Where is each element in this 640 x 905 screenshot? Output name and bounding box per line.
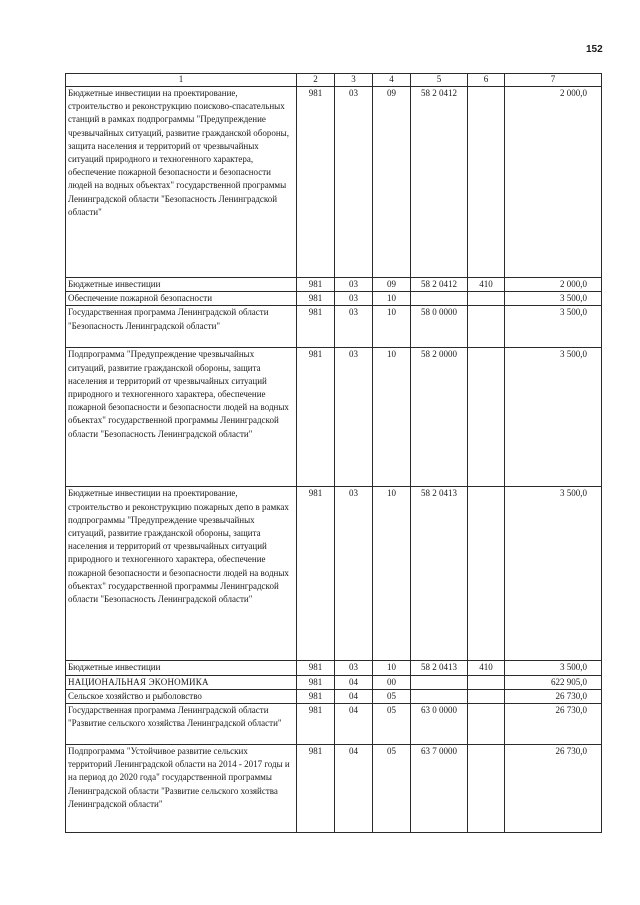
ved-code: 981 (297, 348, 335, 487)
section-code: 04 (335, 675, 373, 689)
amount: 2 000,0 (505, 87, 602, 278)
target-item-code: 58 2 0412 (411, 87, 468, 278)
section-code: 04 (335, 704, 373, 745)
section-code: 03 (335, 487, 373, 661)
target-item-code: 58 2 0413 (411, 661, 468, 675)
header-cell: 6 (468, 74, 505, 87)
target-item-code: 58 2 0000 (411, 348, 468, 487)
subsection-code: 05 (373, 689, 411, 703)
section-code: 03 (335, 278, 373, 292)
item-name: Государственная программа Ленинградской области "Развитие сельского хозяйства Ленинградской области" (66, 704, 297, 745)
expense-type-code (468, 292, 505, 306)
ved-code: 981 (297, 704, 335, 745)
ved-code: 981 (297, 745, 335, 833)
amount: 26 730,0 (505, 704, 602, 745)
amount: 3 500,0 (505, 306, 602, 348)
expense-type-code (468, 348, 505, 487)
expense-type-code (468, 704, 505, 745)
table-row (66, 87, 602, 278)
table-row (66, 675, 602, 689)
ved-code: 981 (297, 487, 335, 661)
subsection-code: 09 (373, 278, 411, 292)
target-item-code (411, 675, 468, 689)
table-header-row (66, 74, 602, 87)
expense-type-code (468, 675, 505, 689)
item-name: Подпрограмма "Устойчивое развитие сельских территорий Ленинградской области на 2014 - 2017 годы и на период до 2020 года" государственной программы Ленинградской области "Развитие сельского хозяйства Ленинградской области" (66, 745, 297, 833)
target-item-code (411, 689, 468, 703)
item-name: Обеспечение пожарной безопасности (66, 292, 297, 306)
subsection-code: 05 (373, 745, 411, 833)
section-code: 03 (335, 661, 373, 675)
expense-type-code (468, 689, 505, 703)
page-number: 152 (586, 44, 603, 55)
subsection-code: 10 (373, 348, 411, 487)
section-code: 04 (335, 745, 373, 833)
subsection-code: 10 (373, 487, 411, 661)
section-code: 03 (335, 348, 373, 487)
target-item-code: 58 0 0000 (411, 306, 468, 348)
ved-code: 981 (297, 661, 335, 675)
table-row (66, 278, 602, 292)
item-name: НАЦИОНАЛЬНАЯ ЭКОНОМИКА (66, 675, 297, 689)
item-name: Бюджетные инвестиции на проектирование, строительство и реконструкцию пожарных депо в рамках подпрограммы "Предупреждение чрезвычайных ситуаций, развитие гражданской обороны, защита населения и территорий от чрезвычайных ситуаций природного и техногенного характера, обеспечение пожарной безопасности и безопасности людей на водных объектах" государственной программы Ленинградской области "Безопасность Ленинградской области" (66, 487, 297, 661)
amount: 26 730,0 (505, 745, 602, 833)
section-code: 03 (335, 87, 373, 278)
subsection-code: 00 (373, 675, 411, 689)
expense-type-code: 410 (468, 661, 505, 675)
header-cell: 3 (335, 74, 373, 87)
target-item-code (411, 292, 468, 306)
ved-code: 981 (297, 675, 335, 689)
table-row (66, 348, 602, 487)
item-name: Бюджетные инвестиции (66, 661, 297, 675)
header-cell: 5 (411, 74, 468, 87)
subsection-code: 10 (373, 661, 411, 675)
subsection-code: 05 (373, 704, 411, 745)
header-cell: 7 (505, 74, 602, 87)
item-name: Бюджетные инвестиции (66, 278, 297, 292)
amount: 3 500,0 (505, 487, 602, 661)
amount: 3 500,0 (505, 348, 602, 487)
header-cell: 4 (373, 74, 411, 87)
target-item-code: 58 2 0413 (411, 487, 468, 661)
subsection-code: 10 (373, 306, 411, 348)
amount: 3 500,0 (505, 292, 602, 306)
amount: 2 000,0 (505, 278, 602, 292)
budget-table (65, 73, 602, 833)
amount: 622 905,0 (505, 675, 602, 689)
header-cell: 2 (297, 74, 335, 87)
table-row (66, 689, 602, 703)
expense-type-code (468, 87, 505, 278)
amount: 26 730,0 (505, 689, 602, 703)
table-row (66, 704, 602, 745)
section-code: 03 (335, 306, 373, 348)
table-row (66, 487, 602, 661)
ved-code: 981 (297, 278, 335, 292)
section-code: 03 (335, 292, 373, 306)
table-row (66, 292, 602, 306)
expense-type-code (468, 745, 505, 833)
ved-code: 981 (297, 689, 335, 703)
table-row (66, 306, 602, 348)
subsection-code: 10 (373, 292, 411, 306)
section-code: 04 (335, 689, 373, 703)
expense-type-code (468, 487, 505, 661)
target-item-code: 63 0 0000 (411, 704, 468, 745)
ved-code: 981 (297, 87, 335, 278)
expense-type-code: 410 (468, 278, 505, 292)
item-name: Сельское хозяйство и рыболовство (66, 689, 297, 703)
amount: 3 500,0 (505, 661, 602, 675)
item-name: Государственная программа Ленинградской области "Безопасность Ленинградской области" (66, 306, 297, 348)
target-item-code: 58 2 0412 (411, 278, 468, 292)
item-name: Бюджетные инвестиции на проектирование, строительство и реконструкцию поисково-спасательных станций в рамках подпрограммы "Предупреждение чрезвычайных ситуаций, развитие гражданской обороны, защита населения и территорий от чрезвычайных ситуаций природного и техногенного характера, обеспечение пожарной безопасности и безопасности людей на водных объектах" государственной программы Ленинградской области "Безопасность Ленинградской области" (66, 87, 297, 278)
subsection-code: 09 (373, 87, 411, 278)
ved-code: 981 (297, 292, 335, 306)
table-row (66, 745, 602, 833)
table-row (66, 661, 602, 675)
target-item-code: 63 7 0000 (411, 745, 468, 833)
expense-type-code (468, 306, 505, 348)
header-cell: 1 (66, 74, 297, 87)
item-name: Подпрограмма "Предупреждение чрезвычайных ситуаций, развитие гражданской обороны, защита населения и территорий от чрезвычайных ситуаций природного и техногенного характера, обеспечение пожарной безопасности и безопасности людей на водных объектах" государственной программы Ленинградской области "Безопасность Ленинградской области" (66, 348, 297, 487)
ved-code: 981 (297, 306, 335, 348)
